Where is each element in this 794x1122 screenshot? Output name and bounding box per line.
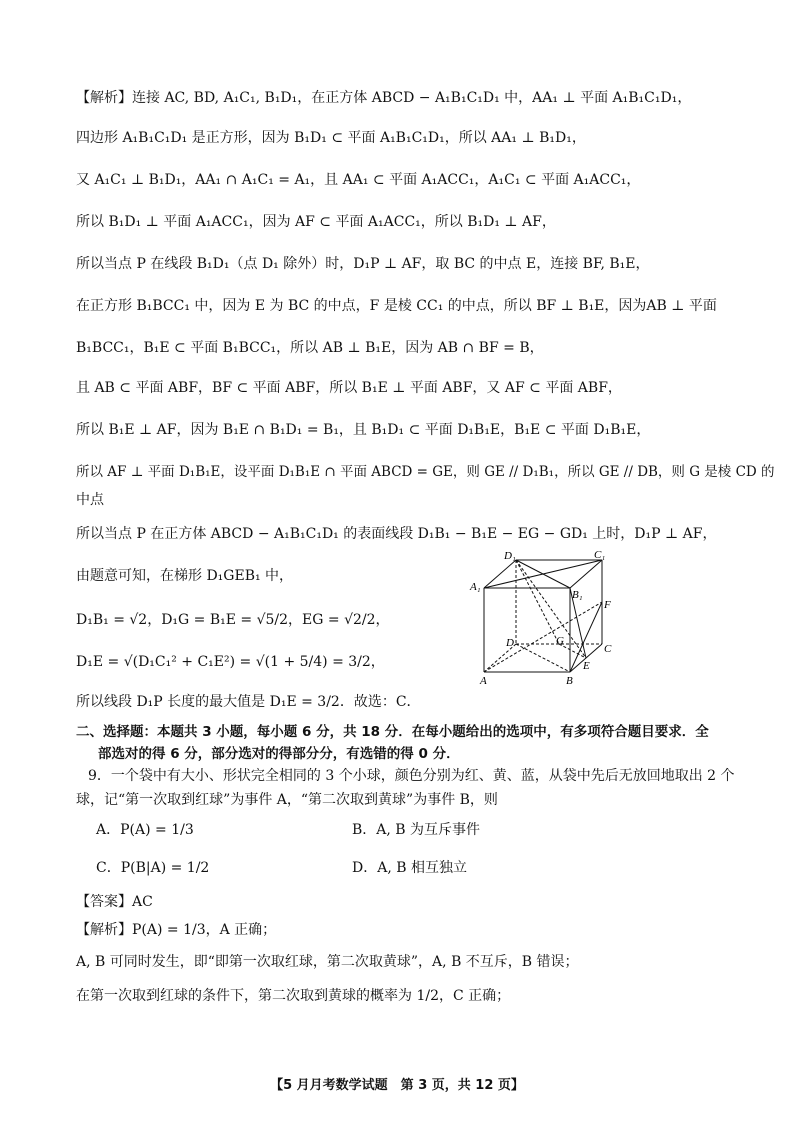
label-d1: D₁ [504,550,516,562]
page-footer: 【5 月月考数学试题 第 3 页，共 12 页】 [270,1078,524,1093]
solution-line-14: D₁B₁ = √2，D₁G = B₁E = √5/2，EG = √2/2， [76,612,390,628]
solution-line-9: 所以 B₁E ⊥ AF，因为 B₁E ∩ B₁D₁ = B₁，且 B₁D₁ ⊂ 平面 D₁B₁E，B₁E ⊂ 平面 D₁B₁E， [76,422,651,438]
q9-analysis-line-1: 【解析】P(A) = 1/3，A 正确； [76,922,277,938]
q9-stem-line-1: 9．一个袋中有大小、形状完全相同的 3 个小球，颜色分别为红、黄、蓝，从袋中先后无放回地取出 2 个 [88,768,735,784]
q9-stem-line-2: 球，记“第一次取到红球”为事件 A，“第二次取到黄球”为事件 B，则 [76,792,498,808]
solution-line-1: 【解析】连接 AC, BD, A₁C₁, B₁D₁，在正方体 ABCD − A₁B₁C₁D₁ 中，AA₁ ⊥ 平面 A₁B₁C₁D₁， [76,90,692,106]
label-c: C [604,643,612,655]
cube-figure [466,548,626,688]
q9-answer: 【答案】AC [76,894,153,910]
q9-option-c: C．P(B|A) = 1/2 [96,860,210,876]
solution-line-10: 所以 AF ⊥ 平面 D₁B₁E，设平面 D₁B₁E ∩ 平面 ABCD = GE，则 GE // D₁B₁，所以 GE // DB，则 G 是棱 CD 的 [76,464,775,480]
solution-line-3: 又 A₁C₁ ⊥ B₁D₁，AA₁ ∩ A₁C₁ = A₁，且 AA₁ ⊂ 平面 A₁ACC₁，A₁C₁ ⊂ 平面 A₁ACC₁， [76,172,641,188]
q9-option-a: A．P(A) = 1/3 [96,822,194,838]
label-b1: B₁ [572,589,583,601]
label-a: A [480,675,487,687]
solution-line-13: 由题意可知，在梯形 D₁GEB₁ 中， [76,568,294,584]
solution-line-16: 所以线段 D₁P 长度的最大值是 D₁E = 3/2．故选：C． [76,694,421,710]
q9-option-b: B．A, B 为互斥事件 [352,822,481,838]
label-a1: A₁ [470,581,481,593]
solution-line-5: 所以当点 P 在线段 B₁D₁（点 D₁ 除外）时，D₁P ⊥ AF，取 BC 的中点 E，连接 BF, B₁E， [76,256,650,272]
solution-line-7: B₁BCC₁，B₁E ⊂ 平面 B₁BCC₁，所以 AB ⊥ B₁E，因为 AB ∩ BF = B， [76,340,544,356]
solution-line-11: 中点 [76,492,104,508]
label-c1: C₁ [594,549,606,561]
section-heading-line-2: 部选对的得 6 分，部分选对的得部分分，有选错的得 0 分． [98,746,460,762]
solution-line-4: 所以 B₁D₁ ⊥ 平面 A₁ACC₁，因为 AF ⊂ 平面 A₁ACC₁，所以 B₁D₁ ⊥ AF， [76,214,556,230]
label-b: B [566,675,573,687]
solution-line-6: 在正方形 B₁BCC₁ 中，因为 E 为 BC 的中点，F 是棱 CC₁ 的中点，所以 BF ⊥ B₁E，因为AB ⊥ 平面 [76,298,717,314]
section-heading-line-1: 二、选择题：本题共 3 小题，每小题 6 分，共 18 分．在每小题给出的选项中，有多项符合题目要求．全 [76,724,709,740]
solution-line-15: D₁E = √(D₁C₁² + C₁E²) = √(1 + 5/4) = 3/2， [76,654,385,670]
solution-line-8: 且 AB ⊂ 平面 ABF，BF ⊂ 平面 ABF，所以 B₁E ⊥ 平面 ABF，又 AF ⊂ 平面 ABF， [76,380,622,396]
solution-line-12: 所以当点 P 在正方体 ABCD − A₁B₁C₁D₁ 的表面线段 D₁B₁ − B₁E − EG − GD₁ 上时，D₁P ⊥ AF， [76,526,717,542]
label-f: F [604,599,611,611]
label-d: D [506,637,514,649]
q9-analysis-line-3: 在第一次取到红球的条件下，第二次取到黄球的概率为 1/2，C 正确； [76,988,511,1004]
label-e: E [583,660,590,672]
solution-line-2: 四边形 A₁B₁C₁D₁ 是正方形，因为 B₁D₁ ⊂ 平面 A₁B₁C₁D₁，所以 AA₁ ⊥ B₁D₁， [76,130,586,146]
q9-analysis-line-2: A, B 可同时发生，即“即第一次取红球，第二次取黄球”，A, B 不互斥，B 错误； [76,954,579,970]
q9-option-d: D．A, B 相互独立 [352,860,467,876]
label-g: G [556,635,564,647]
